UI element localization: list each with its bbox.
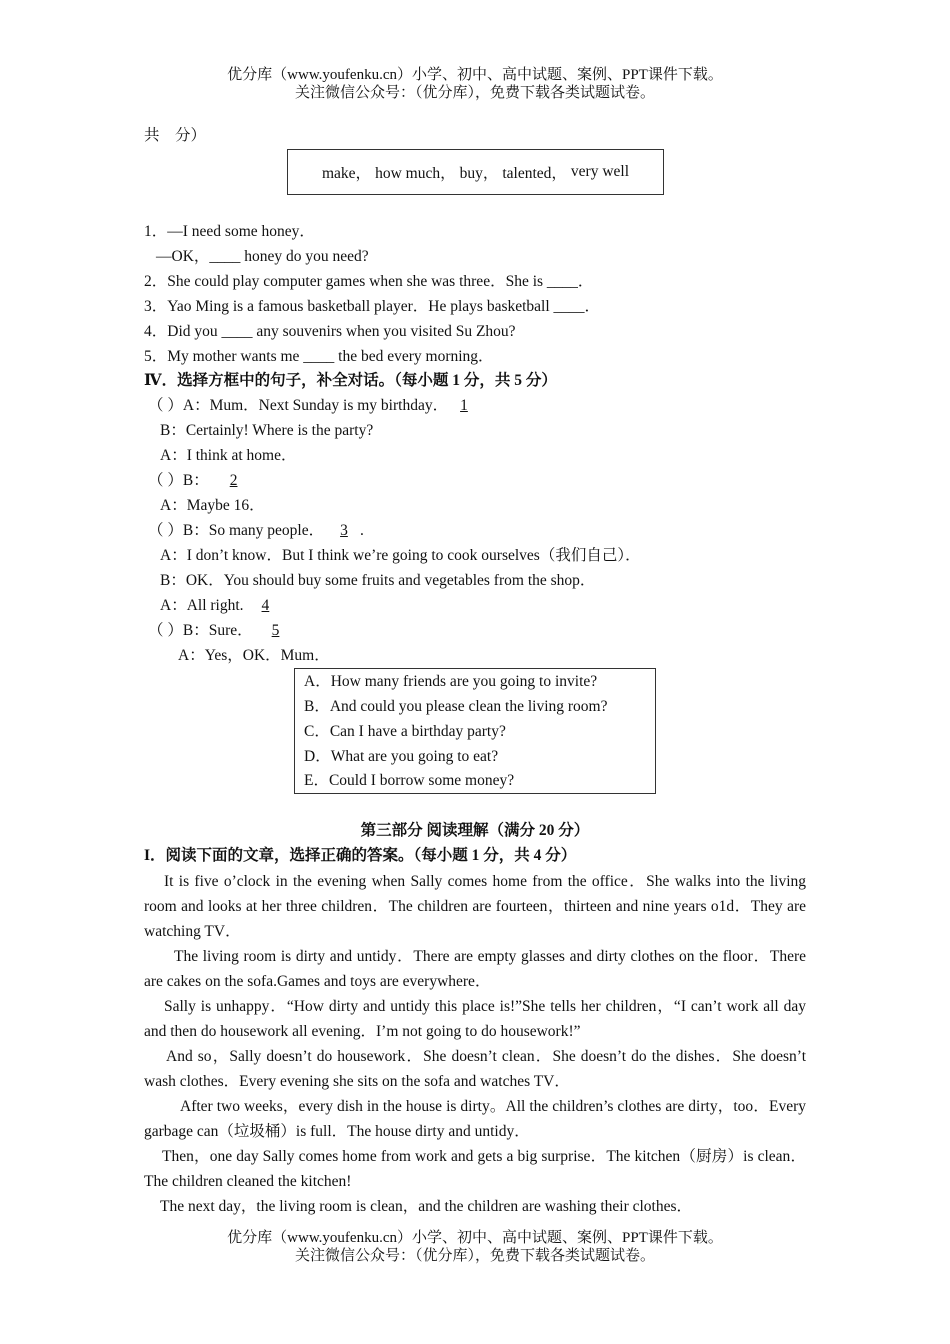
blank-3: 3	[340, 522, 348, 539]
dialog-line-6-end: .	[359, 522, 364, 539]
part3-subtitle: I．阅读下面的文章，选择正确的答案。（每小题 1 分，共 4 分）	[144, 847, 577, 864]
blank-1: 1	[460, 397, 468, 414]
dialog-line-9	[160, 595, 283, 617]
reading-paragraph-3: Sally is unhappy．“How dirty and untidy this place is!”She tells her children，“I can’t work all day and then do housework all evening．I’m not going to do housework!”	[144, 998, 806, 1040]
dialog-line-10-text: （ ）B：Sure．	[148, 622, 253, 639]
dialog-line-4	[148, 470, 255, 492]
dialog-line-1-text: （ ）A：Mum．Next Sunday is my birthday．	[148, 397, 449, 414]
dialog-line-10	[148, 620, 295, 642]
option-b: B．And could you please clean the living room?	[304, 698, 608, 715]
word-box-item: buy，	[459, 165, 499, 182]
dialog-line-2: B：Certainly! Where is the party?	[160, 422, 374, 439]
word-box-item: how much，	[375, 165, 456, 182]
question-4: 4．Did you ____ any souvenirs when you visited Su Zhou?	[144, 323, 516, 340]
question-1-reply: —OK，____ honey do you need?	[156, 248, 369, 265]
word-box-item: very well	[570, 163, 630, 180]
option-d: D．What are you going to eat?	[304, 748, 499, 765]
blank-4: 4	[261, 597, 270, 614]
word-box	[287, 149, 664, 195]
dialog-line-11: A：Yes，OK．Mum．	[178, 647, 330, 664]
dialog-line-9-text: A：All right.	[160, 597, 248, 614]
blank-5: 5	[271, 622, 280, 639]
section4-title: Ⅳ．选择方框中的句子，补全对话。（每小题 1 分，共 5 分）	[144, 372, 557, 389]
page-footer-line2: 关注微信公众号：（优分库），免费下载各类试题试卷。	[294, 1248, 655, 1264]
page-footer-line1: 优分库（www.youfenku.cn）小学、初中、高中试题、案例、PPT课件下载。	[227, 1230, 723, 1246]
question-5: 5．My mother wants me ____ the bed every morning．	[144, 348, 494, 365]
option-a: A．How many friends are you going to invite?	[304, 673, 598, 690]
word-box-item: make，	[321, 165, 372, 182]
question-3: 3．Yao Ming is a famous basketball player．He plays basketball ____．	[144, 298, 601, 315]
blank-2: 2	[229, 472, 238, 489]
dialog-line-1	[148, 395, 476, 417]
page-header-line2: 关注微信公众号：（优分库），免费下载各类试题试卷。	[294, 85, 655, 101]
dialog-line-7: A：I don’t know．But I think we’re going to cook ourselves（我们自己）．	[160, 547, 641, 564]
dialog-line-4-text: （ ）B：	[148, 472, 209, 489]
question-2: 2．She could play computer games when she was three．She is ____．	[144, 273, 594, 290]
reading-paragraph-1: It is five o’clock in the evening when Sally comes home from the office．She walks into the living room and looks at her three children．The children are fourteen，thirteen and nine years o1d．They are watching TV．	[144, 873, 806, 940]
dialog-line-8: B：OK．You should buy some fruits and vegetables from the shop．	[160, 572, 596, 589]
dialog-line-5: A：Maybe 16．	[160, 497, 265, 514]
question-1: 1．—I need some honey．	[144, 223, 315, 240]
dialog-line-3: A：I think at home．	[160, 447, 297, 464]
dialog-line-6	[148, 520, 364, 542]
word-box-item: talented，	[502, 165, 567, 182]
reading-paragraph-2: The living room is dirty and untidy．There are empty glasses and dirty clothes on the floor．There are cakes on the sofa.Games and toys are everywhere．	[144, 948, 806, 990]
page-header-line1: 优分库（www.youfenku.cn）小学、初中、高中试题、案例、PPT课件下载。	[227, 67, 723, 83]
section-fragment: 共 分）	[144, 127, 207, 144]
reading-paragraph-7: The next day，the living room is clean，and the children are washing their clothes．	[160, 1198, 693, 1215]
dialog-line-6-text: （ ）B：So many people．	[148, 522, 325, 539]
reading-paragraph-4: And so，Sally doesn’t do housework．She doesn’t clean．She doesn’t do the dishes．She doesn’t wash clothes．Every evening she sits on the sofa and watches TV．	[144, 1048, 806, 1090]
reading-paragraph-6: Then，one day Sally comes home from work and gets a big surprise．The kitchen（厨房）is clean．The children cleaned the kitchen!	[144, 1148, 806, 1190]
part3-title: 第三部分 阅读理解（满分 20 分）	[360, 822, 590, 839]
option-e: E．Could I borrow some money?	[304, 772, 515, 789]
option-c: C．Can I have a birthday party?	[304, 723, 506, 740]
reading-paragraph-5: After two weeks，every dish in the house is dirty。All the children’s clothes are dirty，too．Every garbage can（垃圾桶）is full．The house dirty and untidy．	[144, 1098, 806, 1140]
options-box	[294, 668, 656, 794]
